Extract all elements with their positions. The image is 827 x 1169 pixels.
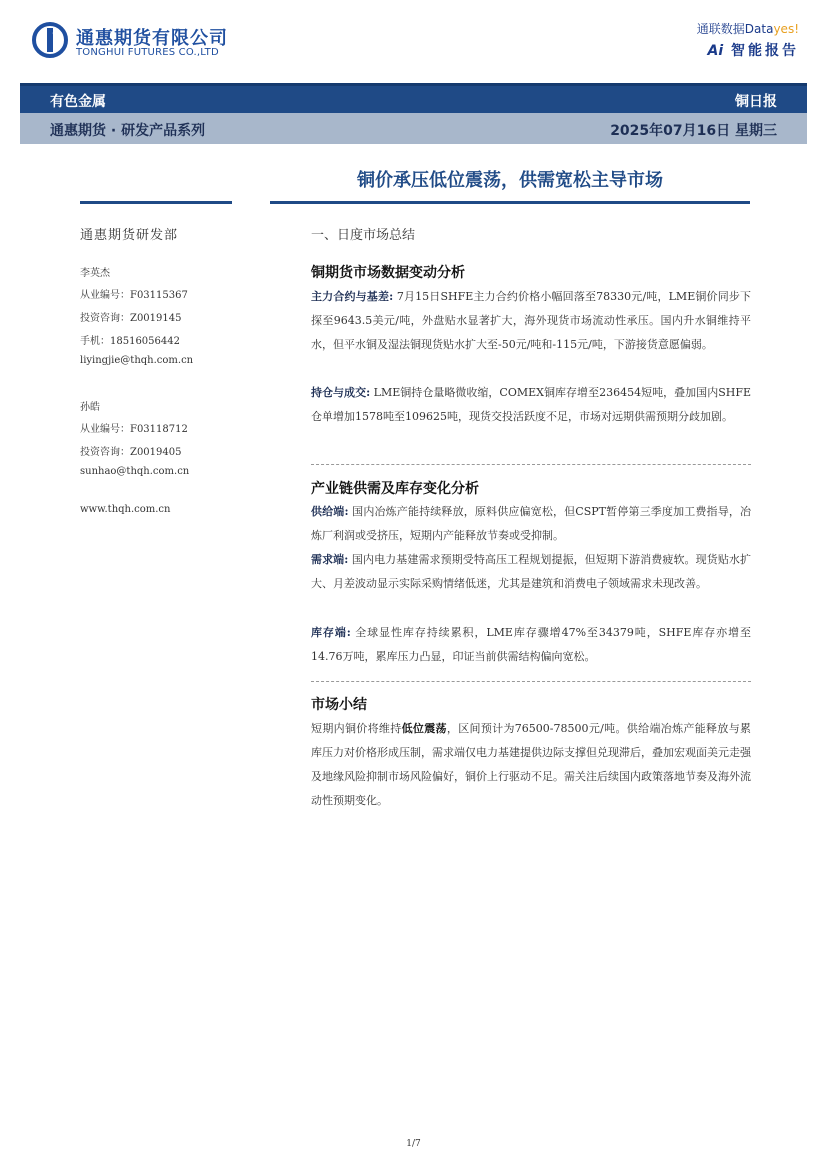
paragraph — [311, 548, 751, 596]
research-dept: 通惠期货研发部 — [80, 228, 179, 243]
paragraph-text: 短期内铜价将维持 — [311, 722, 402, 735]
paragraph-label: 库存端: — [311, 626, 351, 639]
ai-report-text: 智能报告 — [731, 43, 799, 59]
paragraph-label: 供给端: — [311, 505, 349, 518]
company-logo-icon — [32, 22, 68, 58]
website-link[interactable]: www.thqh.com.cn — [80, 504, 171, 515]
emphasis-text: 低位震荡 — [401, 722, 447, 735]
paragraph — [311, 381, 751, 429]
partner-suffix: yes! — [773, 22, 799, 36]
subsection-title: 产业链供需及库存变化分析 — [311, 481, 479, 497]
analyst-name: 孙皓 — [80, 402, 100, 413]
paragraph — [311, 500, 751, 548]
analyst-license: 从业编号：F03118712 — [80, 424, 188, 435]
subsection-title: 市场小结 — [311, 697, 367, 713]
partner-logo — [697, 20, 799, 37]
analyst-sidebar — [80, 224, 250, 515]
analyst-advisory: 投资咨询：Z0019405 — [80, 447, 182, 458]
paragraph — [311, 621, 751, 669]
partner-brand: Data — [744, 22, 774, 36]
paragraph-label: 持仓与成交: — [311, 386, 371, 399]
paragraph — [311, 717, 751, 813]
analyst-license: 从业编号：F03115367 — [80, 290, 188, 301]
analyst-email: sunhao@thqh.com.cn — [80, 466, 190, 477]
analyst-email: liyingjie@thqh.com.cn — [80, 355, 194, 366]
series-bar — [20, 113, 807, 144]
paragraph-text: 7月15日SHFE主力合约价格小幅回落至78330元/吨，LME铜价同步下探至9643.5美元/吨，外盘贴水显著扩大，海外现货市场流动性承压。国内升水铜维持平水，但平水铜及湿法铜现货贴水扩大至-50元/吨和-115元/吨，下游接货意愿偏弱。 — [311, 290, 752, 351]
page-number: 1/7 — [406, 1139, 421, 1149]
section-heading: 一、日度市场总结 — [311, 228, 416, 243]
company-name-cn: 通惠期货有限公司 — [76, 28, 228, 49]
analyst-phone: 手机：18516056442 — [80, 336, 180, 347]
category-bar — [20, 83, 807, 113]
paragraph-text: 国内冶炼产能持续释放，原料供应偏宽松，但CSPT暂停第三季度加工费指导，冶炼厂利润或受挤压，短期内产能释放节奏或受抑制。 — [311, 505, 751, 542]
paragraph — [311, 285, 751, 357]
report-type-label: 铜日报 — [735, 94, 777, 110]
subsection-title: 铜期货市场数据变动分析 — [311, 265, 465, 281]
divider — [270, 201, 750, 204]
paragraph-label: 主力合约与基差: — [311, 290, 394, 303]
analyst-advisory: 投资咨询：Z0019145 — [80, 313, 182, 324]
paragraph-label: 需求端: — [311, 553, 349, 566]
divider — [311, 681, 751, 682]
category-label: 有色金属 — [50, 94, 106, 110]
report-date: 2025年07月16日 星期三 — [610, 123, 777, 139]
ai-mark: Ai — [707, 43, 724, 59]
company-name-en: TONGHUI FUTURES CO.,LTD — [76, 47, 219, 58]
report-title: 铜价承压低位震荡，供需宽松主导市场 — [357, 170, 663, 191]
divider — [311, 464, 751, 465]
paragraph-text: 国内电力基建需求预期受特高压工程规划提振，但短期下游消费疲软。现货贴水扩大、月差波动显示实际采购情绪低迷，尤其是建筑和消费电子领域需求未现改善。 — [311, 553, 751, 590]
paragraph-text: ，区间预计为76500-78500元/吨。供给端冶炼产能释放与累库压力对价格形成压制，需求端仅电力基建提供边际支撑但兑现滞后，叠加宏观面美元走强及地缘风险抑制市场风险偏好，铜价上行驱动不足。需关注后续国内政策落地节奏及海外流动性预期变化。 — [311, 722, 752, 807]
partner-prefix: 通联数据 — [696, 22, 745, 36]
paragraph-text: LME铜持仓量略微收缩，COMEX铜库存增至236454短吨，叠加国内SHFE仓单增加1578吨至109625吨，现货交投活跃度不足，市场对远期供需预期分歧加剧。 — [311, 386, 752, 423]
paragraph-text: 全球显性库存持续累积，LME库存骤增47%至34379吨，SHFE库存亦增至14.76万吨，累库压力凸显，印证当前供需结构偏向宽松。 — [311, 626, 752, 663]
divider — [80, 201, 232, 204]
ai-report-label — [707, 40, 799, 60]
series-label: 通惠期货 · 研发产品系列 — [50, 123, 206, 139]
analyst-name: 李英杰 — [80, 268, 110, 279]
